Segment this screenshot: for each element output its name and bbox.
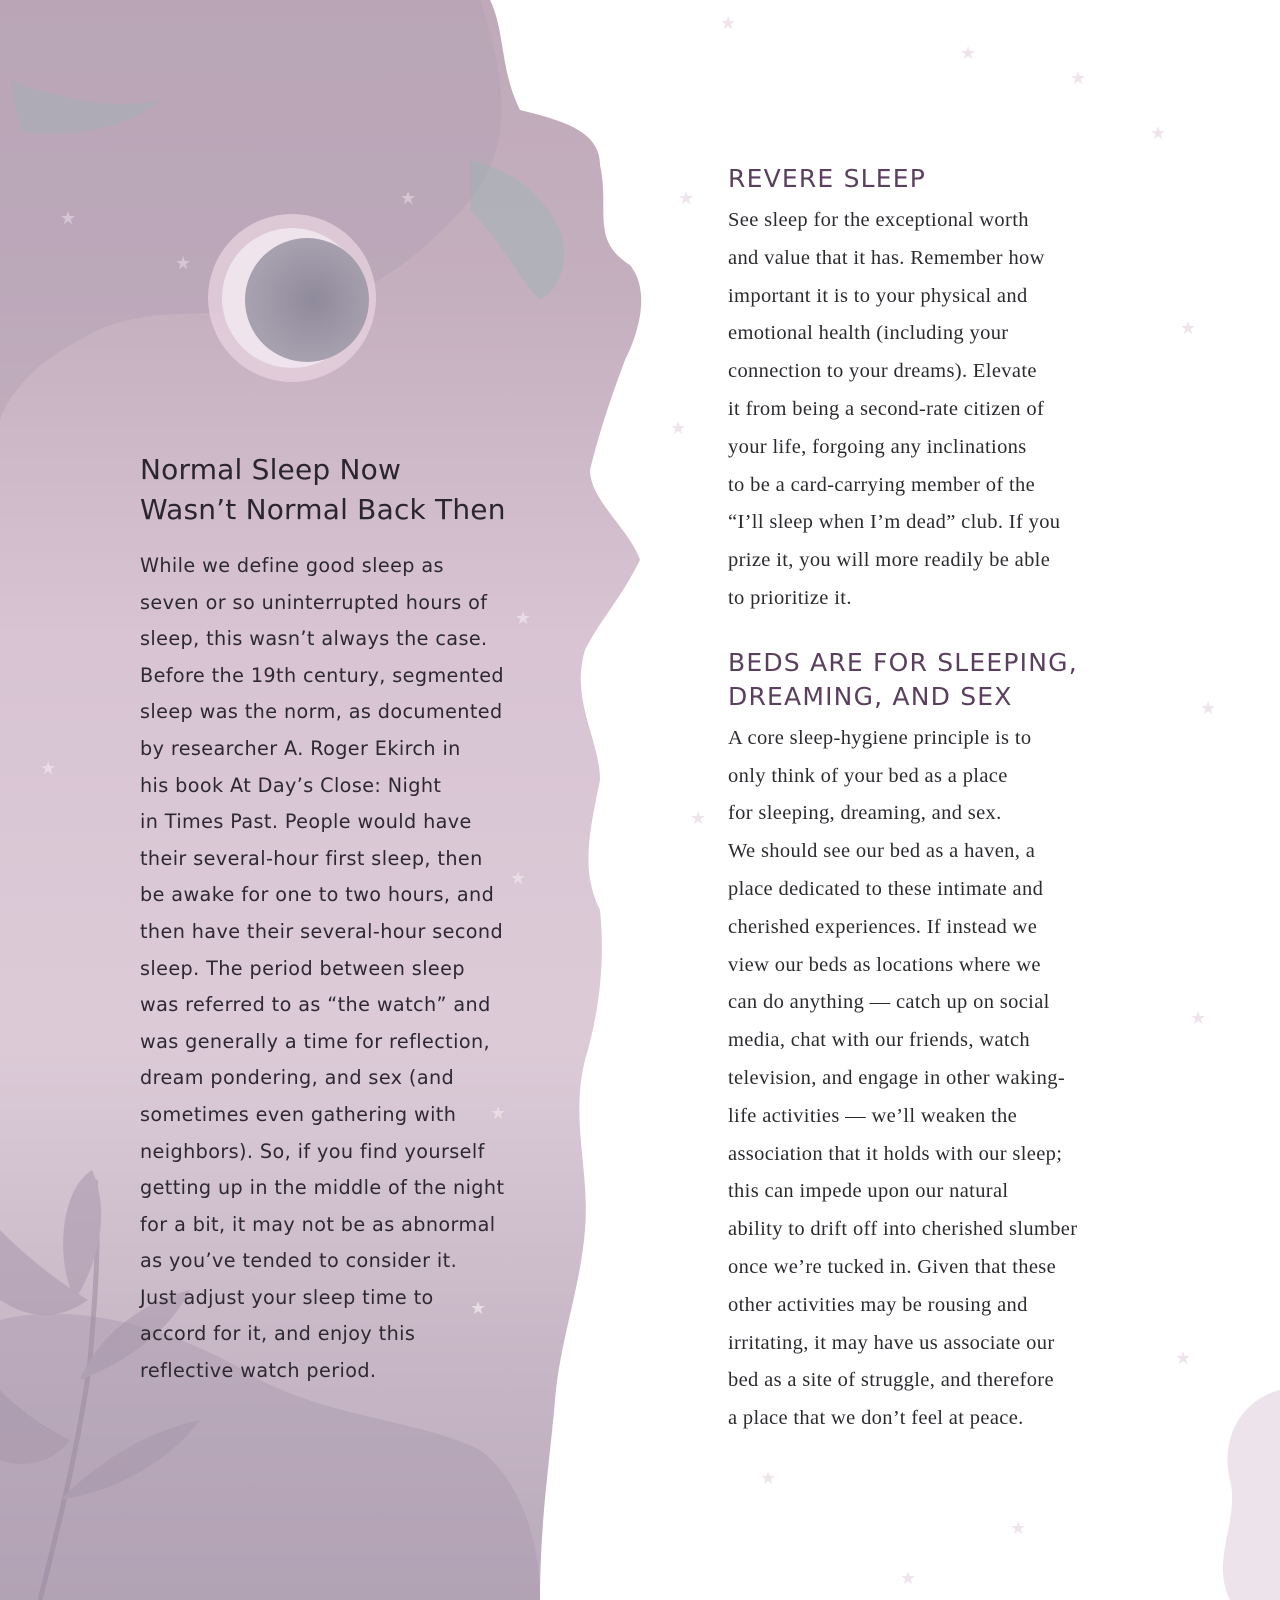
star-icon: ★ (720, 13, 737, 34)
star-icon: ★ (400, 188, 417, 209)
sidebar-body-line: While we define good sleep as (140, 554, 444, 577)
section-body-line: other activities may be rousing and (728, 1293, 1028, 1316)
section-revere-sleep (728, 162, 1098, 618)
section-body (728, 202, 1098, 618)
section-body-line: irritating, it may have us associate our (728, 1331, 1055, 1354)
sidebar-body-line: reflective watch period. (140, 1359, 377, 1383)
star-icon: ★ (1150, 123, 1167, 144)
star-icon: ★ (678, 188, 695, 209)
sidebar-body-line: neighbors). So, if you find yourself (140, 1139, 485, 1163)
crescent-moon-icon (208, 214, 376, 382)
section-heading (728, 646, 1098, 714)
star-icon: ★ (60, 208, 77, 229)
section-body-line: emotional health (including your (728, 322, 1009, 345)
section-body-line: association that it holds with our sleep; (728, 1142, 1063, 1165)
section-body-line: once we’re tucked in. Given that these (728, 1255, 1057, 1278)
star-icon: ★ (1200, 698, 1217, 719)
sidebar-heading-line: Wasn’t Normal Back Then (140, 493, 506, 526)
section-body-line: to be a card-carrying member of the (728, 473, 1036, 496)
sidebar-heading (140, 450, 506, 530)
star-icon: ★ (510, 868, 527, 889)
sidebar-body-line: as you’ve tended to consider it. (140, 1249, 458, 1273)
sidebar-body-line: sleep was the norm, as documented (140, 700, 503, 724)
watercolor-corner-wash (1223, 1390, 1280, 1600)
section-body-line: television, and engage in other waking- (728, 1066, 1065, 1089)
star-icon: ★ (1010, 1518, 1027, 1539)
section-body-line: and value that it has. Remember how (728, 246, 1045, 269)
section-body-line: ability to drift off into cherished slumber (728, 1218, 1078, 1241)
section-body-line: your life, forgoing any inclinations (728, 435, 1027, 458)
star-icon: ★ (40, 758, 57, 779)
section-body-line: A core sleep-hygiene principle is to (728, 726, 1032, 749)
star-icon: ★ (490, 1103, 507, 1124)
main-article (728, 162, 1098, 1438)
star-icon: ★ (1190, 1008, 1207, 1029)
section-body-line: life activities — we’ll weaken the (728, 1104, 1018, 1127)
sidebar-body-line: was generally a time for reflection, (140, 1029, 491, 1053)
section-body-line: prize it, you will more readily be able (728, 549, 1051, 572)
sidebar-body-line: for a bit, it may not be as abnormal (140, 1212, 496, 1236)
section-body-line: to prioritize it. (728, 586, 852, 609)
sidebar-body-line: was referred to as “the watch” and (140, 993, 491, 1017)
sidebar-body-line: accord for it, and enjoy this (140, 1322, 416, 1346)
star-icon: ★ (515, 608, 532, 629)
section-heading-line: BEDS ARE FOR SLEEPING, (728, 647, 1078, 677)
section-body-line: only think of your bed as a place (728, 764, 1008, 787)
sidebar-body-line: Just adjust your sleep time to (140, 1285, 434, 1309)
section-body-line: this can impede upon our natural (728, 1180, 1009, 1203)
star-icon: ★ (175, 253, 192, 274)
sidebar-body-line: getting up in the middle of the night (140, 1176, 505, 1200)
section-body (728, 720, 1098, 1438)
sidebar-body-line: their several-hour first sleep, then (140, 846, 483, 870)
section-body-line: media, chat with our friends, watch (728, 1029, 1031, 1052)
star-icon: ★ (690, 808, 707, 829)
section-heading-line: REVERE SLEEP (728, 164, 927, 193)
sidebar-body-line: seven or so uninterrupted hours of (140, 590, 488, 614)
sidebar-heading-line: Normal Sleep Now (140, 453, 402, 486)
section-body-line: for sleeping, dreaming, and sex. (728, 802, 1002, 825)
section-body-line: important it is to your physical and (728, 284, 1028, 307)
star-icon: ★ (960, 43, 977, 64)
section-body-line: it from being a second-rate citizen of (728, 397, 1045, 420)
sidebar-body-line: in Times Past. People would have (140, 810, 472, 834)
star-icon: ★ (470, 1298, 487, 1319)
section-heading-line: DREAMING, AND SEX (728, 681, 1013, 711)
sidebar-body-line: dream pondering, and sex (and (140, 1066, 455, 1090)
star-icon: ★ (900, 1568, 917, 1589)
sidebar-body-line: be awake for one to two hours, and (140, 883, 495, 907)
section-body-line: connection to your dreams). Elevate (728, 360, 1037, 383)
section-body-line: can do anything — catch up on social (728, 991, 1050, 1014)
section-body-line: We should see our bed as a haven, a (728, 840, 1036, 863)
section-body-line: a place that we don’t feel at peace. (728, 1407, 1024, 1430)
sidebar-article (140, 450, 506, 1390)
section-body-line: See sleep for the exceptional worth (728, 209, 1029, 231)
sidebar-body-line: then have their several-hour second (140, 919, 504, 943)
star-icon: ★ (1180, 318, 1197, 339)
section-body-line: “I’ll sleep when I’m dead” club. If you (728, 511, 1061, 534)
section-body-line: cherished experiences. If instead we (728, 915, 1038, 938)
sidebar-body-line: sometimes even gathering with (140, 1102, 457, 1126)
star-icon: ★ (670, 418, 687, 439)
section-beds-are-for-sleeping (728, 646, 1098, 1438)
star-icon: ★ (1070, 68, 1087, 89)
section-body-line: view our beds as locations where we (728, 953, 1041, 976)
section-body-line: bed as a site of struggle, and therefore (728, 1369, 1054, 1392)
sidebar-body-line: by researcher A. Roger Ekirch in (140, 736, 461, 760)
sidebar-body (140, 548, 505, 1390)
section-body-line: place dedicated to these intimate and (728, 877, 1044, 900)
sidebar-body-line: his book At Day’s Close: Night (140, 773, 442, 797)
star-icon: ★ (1175, 1348, 1192, 1369)
sidebar-body-line: Before the 19th century, segmented (140, 663, 505, 687)
star-icon: ★ (760, 1468, 777, 1489)
sidebar-body-line: sleep. The period between sleep (140, 956, 465, 980)
section-heading (728, 162, 1098, 196)
sidebar-body-line: sleep, this wasn’t always the case. (140, 627, 488, 651)
